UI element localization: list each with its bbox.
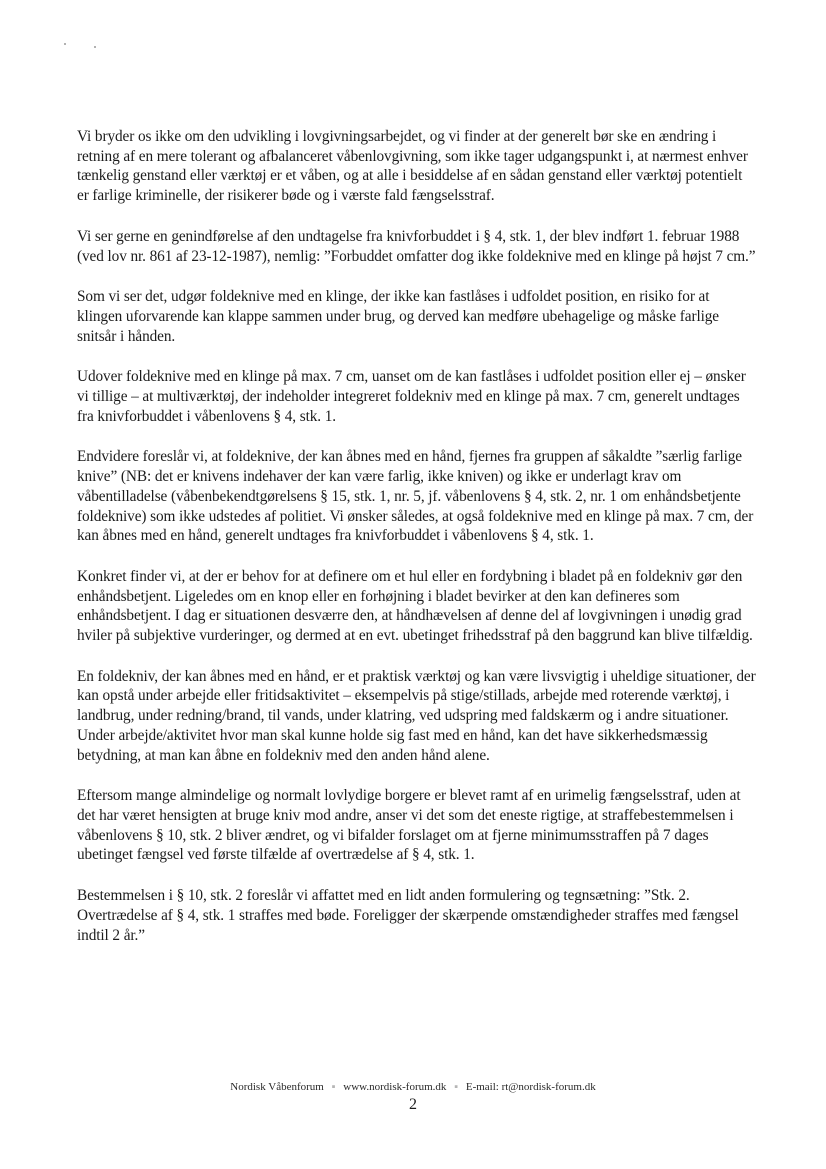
footer-website: www.nordisk-forum.dk (343, 1081, 447, 1093)
footer-separator: ▪ (454, 1081, 459, 1093)
letter-body (77, 127, 757, 966)
footer-organization: Nordisk Våbenforum (230, 1081, 324, 1093)
paragraph: Konkret finder vi, at der er behov for at definere om et hul eller en fordybning i bladet på en foldekniv gør den enhåndsbetjent. Ligeledes om en knop eller en forhøjning i bladet bevirker at den kan defineres som enhåndsbetjent. I dag er situationen desværre den, at håndhævelsen af denne del af lovgivningen i unødig grad hviler på subjektive vurderinger, og dermed at en evt. ubetinget frihedsstraf på den baggrund kan blive tilfældig. (77, 567, 753, 645)
paragraph: En foldekniv, der kan åbnes med en hånd, er et praktisk værktøj og kan være livsvigtig i uheldige situationer, der kan opstå under arbejde eller fritidsaktivitet – eksempelvis på stige/stillads, arbejde med roterende værktøj, i landbrug, under redning/brand, til vands, under klatring, ved udspring med faldskærm og i andre situationer. Under arbejde/aktivitet hvor man skal kunne holde sig fast med en hånd, kan det have sikkerhedsmæssig betydning, at man kan åbne en foldekniv med den anden hånd alene. (77, 667, 756, 764)
paragraph: Som vi ser det, udgør foldeknive med en klinge, der ikke kan fastlåses i udfoldet position, en risiko for at klingen uforvarende kan klappe sammen under brug, og derved kan medføre ubehagelige og måske farlige snitsår i hånden. (77, 288, 720, 345)
footer-email: E-mail: rt@nordisk-forum.dk (465, 1081, 596, 1093)
footer-separator: ▪ (331, 1081, 336, 1093)
page-number: 2 (409, 1096, 417, 1113)
paragraph: Eftersom mange almindelige og normalt lovlydige borgere er blevet ramt af en urimelig fængselsstraf, uden at det har været hensigten at bruge kniv mod andre, anser vi det som det eneste rigtige, at straffebestemmelsen i våbenlovens § 10, stk. 2 bliver ændret, og vi bifalder forslaget om at fjerne minimumsstraffen på 7 dages ubetinget fængsel ved første tilfælde af overtrædelse af § 4, stk. 1. (77, 787, 741, 864)
scan-speck (94, 46, 96, 48)
paragraph: Vi bryder os ikke om den udvikling i lovgivningsarbejdet, og vi finder at der generelt bør ske en ændring i retning af en mere tolerant og afbalanceret våbenlovgivning, som ikke tager udgangspunkt i, at nærmest enhver tænkelig genstand eller værktøj er et våben, og at alle i besiddelse af en sådan genstand eller værktøj potentielt er farlige kriminelle, der risikerer bøde og i værste fald fængselsstraf. (77, 128, 748, 205)
scan-speck (64, 43, 66, 45)
page-footer (0, 1081, 826, 1093)
paragraph: Udover foldeknive med en klinge på max. 7 cm, uanset om de kan fastlåses i udfoldet position eller ej – ønsker vi tillige – at multiværktøj, der indeholder integreret foldekniv med en klinge på max. 7 cm, generelt undtages fra knivforbuddet i våbenlovens § 4, stk. 1. (77, 368, 746, 425)
paragraph: Endvidere foreslår vi, at foldeknive, der kan åbnes med en hånd, fjernes fra gruppen af såkaldte ”særlig farlige knive” (NB: det er knivens indehaver der kan være farlig, ikke kniven) og ikke er underlagt krav om våbentilladelse (våbenbekendtgørelsens § 15, stk. 1, nr. 5, jf. våbenlovens § 4, stk. 2, nr. 1 om enhåndsbetjente foldeknive) som ikke udstedes af politiet. Vi ønsker således, at også foldeknive med en klinge på max. 7 cm, der kan åbnes med en hånd, generelt undtages fra knivforbuddet i våbenlovens § 4, stk. 1. (77, 448, 754, 545)
paragraph: Vi ser gerne en genindførelse af den undtagelse fra knivforbuddet i § 4, stk. 1, der blev indført 1. februar 1988 (ved lov nr. 861 af 23-12-1987), nemlig: ”Forbuddet omfatter dog ikke foldeknive med en klinge på højst 7 cm.” (77, 227, 756, 265)
paragraph: Bestemmelsen i § 10, stk. 2 foreslår vi affattet med en lidt anden formulering og tegnsætning: ”Stk. 2. Overtrædelse af § 4, stk. 1 straffes med bøde. Foreligger der skærpende omstændigheder straffes med fængsel indtil 2 år.” (77, 887, 739, 944)
